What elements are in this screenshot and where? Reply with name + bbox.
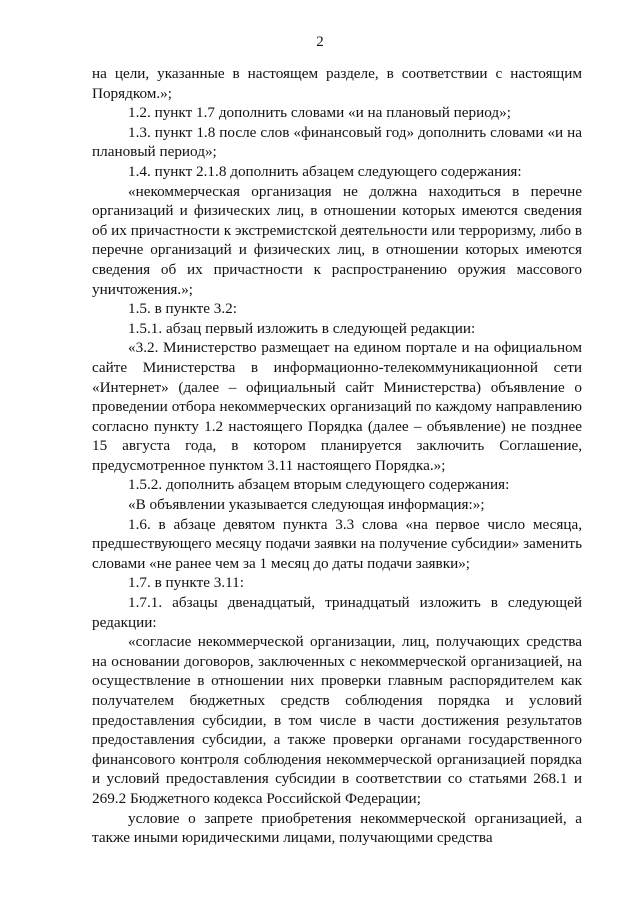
paragraph: 1.3. пункт 1.8 после слов «финансовый год» дополнить словами «и на плановый период»;: [92, 123, 582, 161]
paragraph: 1.6. в абзаце девятом пункта 3.3 слова «на первое число месяца, предшествующего месяцу подачи заявки на получение субсидии» заменить словами «не ранее чем за 1 месяц до даты подачи заявки»;: [92, 515, 582, 572]
paragraph: 1.5.2. дополнить абзацем вторым следующего содержания:: [128, 476, 510, 494]
paragraph: 1.4. пункт 2.1.8 дополнить абзацем следующего содержания:: [128, 162, 522, 180]
paragraph: 1.5. в пункте 3.2:: [128, 300, 237, 318]
paragraph: «В объявлении указывается следующая информация:»;: [128, 496, 485, 514]
paragraph: 1.2. пункт 1.7 дополнить словами «и на плановый период»;: [128, 104, 511, 122]
paragraph: «3.2. Министерство размещает на едином портале и на официальном сайте Министерства в информационно-телекоммуникационной сети «Интернет» (далее – официальный сайт Министерства) объявление о проведении отбора некоммерческих организаций по каждому направлению согласно пункту 1.2 настоящего Порядка (далее – объявление) не позднее 15 августа года, в котором планируется заключить Соглашение, предусмотренное пунктом 3.11 настоящего Порядка.»;: [92, 339, 582, 474]
paragraph: условие о запрете приобретения некоммерческой организацией, а также иными юридическими лицами, получающими средства: [92, 809, 582, 847]
document-body: [92, 64, 582, 848]
page-number: 2: [316, 34, 324, 50]
paragraph: 1.7.1. абзацы двенадцатый, тринадцатый изложить в следующей редакции:: [92, 594, 582, 631]
paragraph: «согласие некоммерческой организации, лиц, получающих средства на основании договоров, заключенных с некоммерческой организацией, на осуществление в отношении них проверки главным распорядителем как получателем бюджетных средств соблюдения порядка и условий предоставления субсидии, в том числе в части достижения результатов предоставления субсидии, а также проверки органами государственного финансового контроля соблюдения некоммерческой организацией порядка и условий предоставления субсидии в соответствии со статьями 268.1 и 269.2 Бюджетного кодекса Российской Федерации;: [92, 633, 582, 807]
paragraph: «некоммерческая организация не должна находиться в перечне организаций и физических лиц, в отношении которых имеются сведения об их причастности к экстремистской деятельности или терроризму, либо в перечне организаций и физических лиц, в отношении которых имеются сведения об их причастности к распространению оружия массового уничтожения.»;: [92, 182, 582, 298]
paragraph: 1.5.1. абзац первый изложить в следующей редакции:: [128, 319, 476, 337]
paragraph: 1.7. в пункте 3.11:: [128, 574, 244, 592]
paragraph: на цели, указанные в настоящем разделе, в соответствии с настоящим Порядком.»;: [92, 65, 582, 102]
